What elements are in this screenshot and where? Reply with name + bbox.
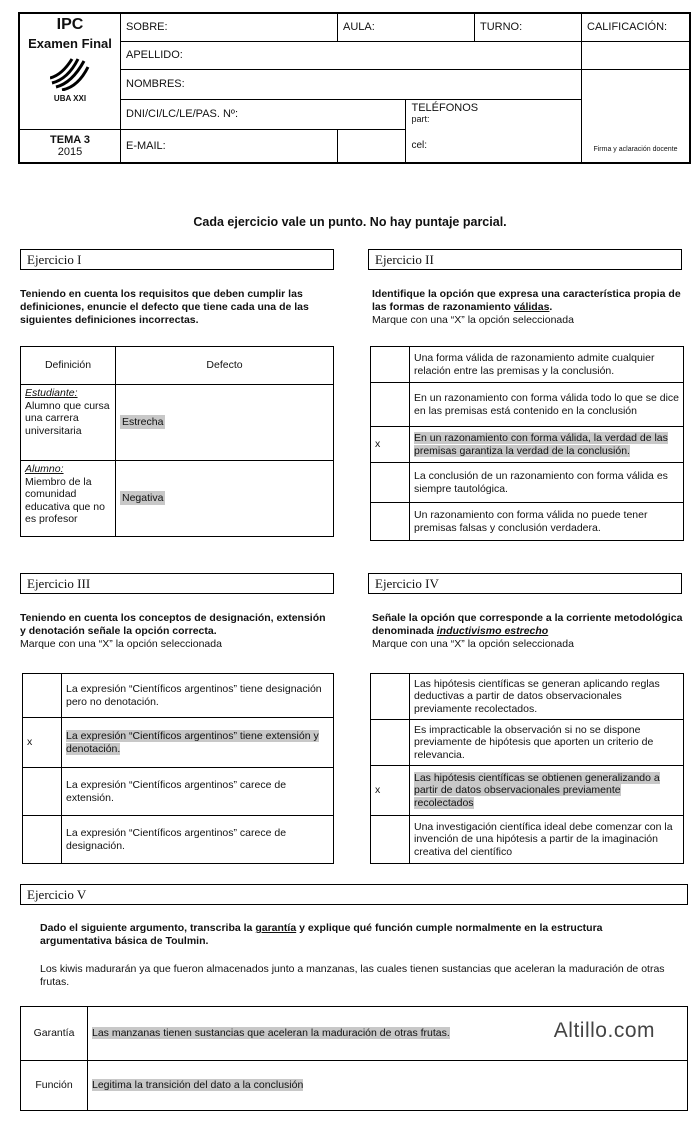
option-mark[interactable] — [371, 347, 410, 383]
option-row[interactable] — [371, 674, 684, 720]
ej4-instruction: Marque con una “X” la opción seleccionada — [372, 638, 574, 650]
option-text: La expresión “Científicos argentinos” tiene designación pero no denotación. — [62, 674, 334, 718]
ej5-question: Dado el siguiente argumento, transcriba la garantía y explique qué función cumple normalmente en la estructura argumentativa básica de Toulmin. — [40, 922, 603, 947]
calificacion-box[interactable] — [582, 41, 691, 69]
table-row — [21, 385, 334, 461]
exam-name: Examen Final — [28, 36, 112, 51]
option-row[interactable] — [371, 720, 684, 766]
ej1-def: Alumno que cursa una carrera universitaria — [25, 399, 110, 437]
ej1-term: Estudiante: — [25, 387, 78, 399]
firma-label: Firma y aclaración docente — [593, 145, 678, 153]
option-mark[interactable]: x — [23, 718, 62, 768]
ej3-options — [22, 673, 334, 864]
ej1-answer[interactable]: Negativa — [122, 492, 164, 505]
option-mark[interactable]: x — [371, 427, 410, 463]
option-text: Una investigación científica ideal debe comenzar con la invención de una hipótesis a partir de la imaginación creativa del científico — [410, 816, 684, 864]
option-text: Las hipótesis científicas se obtienen generalizando a partir de datos observacionales previamente recolectados — [410, 766, 684, 816]
option-text: La conclusión de un razonamiento con forma válida es siempre tautológica. — [410, 463, 684, 503]
telefonos-field[interactable] — [406, 99, 582, 163]
option-row[interactable] — [23, 816, 334, 864]
ej1-title: Ejercicio I — [20, 249, 334, 270]
option-text: La expresión “Científicos argentinos” carece de extensión. — [62, 768, 334, 816]
funcion-label: Función — [21, 1061, 88, 1111]
course-block — [19, 13, 121, 130]
option-mark[interactable] — [23, 674, 62, 718]
option-text: Las hipótesis científicas se generan aplicando reglas deductivas a partir de datos observacionales previamente recolectados. — [410, 674, 684, 720]
option-mark[interactable] — [371, 720, 410, 766]
option-text: Una forma válida de razonamiento admite cualquier relación entre las premisas y la conclusión. — [410, 347, 684, 383]
firma-box[interactable] — [582, 69, 691, 163]
calificacion-label: CALIFICACIÓN: — [582, 13, 691, 41]
option-row[interactable] — [23, 718, 334, 768]
nombres-field[interactable]: NOMBRES: — [121, 69, 582, 99]
apellido-field[interactable]: APELLIDO: — [121, 41, 582, 69]
exam-header — [18, 12, 691, 164]
option-row[interactable] — [23, 768, 334, 816]
ej4-options — [370, 673, 684, 864]
option-mark[interactable] — [23, 768, 62, 816]
ej5-table — [20, 1006, 688, 1111]
funcion-cell[interactable] — [88, 1061, 688, 1111]
option-row[interactable] — [371, 503, 684, 541]
ej1-question: Teniendo en cuenta los requisitos que deben cumplir las definiciones, enuncie el defecto que tiene cada una de las siguientes definiciones incorrectas. — [20, 288, 309, 326]
option-row[interactable] — [23, 674, 334, 718]
ej4-title: Ejercicio IV — [368, 573, 682, 594]
option-text: En un razonamiento con forma válida todo lo que se dice en las premisas está contenido en la conclusión — [410, 383, 684, 427]
garantia-cell[interactable] — [88, 1007, 688, 1061]
garantia-label: Garantía — [21, 1007, 88, 1061]
option-text: La expresión “Científicos argentinos” tiene extensión y denotación. — [62, 718, 334, 768]
ej3-instruction: Marque con una “X” la opción seleccionada — [20, 638, 222, 650]
option-mark[interactable] — [371, 816, 410, 864]
table-row — [21, 461, 334, 537]
option-mark[interactable] — [23, 816, 62, 864]
ej3-question: Teniendo en cuenta los conceptos de designación, extensión y denotación señale la opción correcta. Marque con una “X” la opción seleccionada — [20, 612, 326, 650]
logo-text: UBA XXI — [53, 94, 87, 103]
ej2-options — [370, 346, 684, 541]
ej2-instruction: Marque con una “X” la opción seleccionada — [372, 314, 574, 326]
option-mark[interactable]: x — [371, 766, 410, 816]
tema-label: TEMA 3 — [50, 133, 90, 146]
ej2-title: Ejercicio II — [368, 249, 682, 270]
ej1-answer[interactable]: Estrecha — [122, 416, 164, 429]
intro-text: Cada ejercicio vale un punto. No hay puntaje parcial. — [193, 215, 507, 229]
tema-block — [19, 130, 121, 163]
ej2-question: Identifique la opción que expresa una característica propia de las formas de razonamiento válidas. Marque con una “X” la opción seleccionada — [372, 288, 681, 326]
table-row — [21, 1061, 688, 1111]
option-row[interactable] — [371, 383, 684, 427]
funcion-answer: Legitima la transición del dato a la conclusión — [92, 1079, 304, 1092]
garantia-answer: Las manzanas tienen sustancias que aceleran la maduración de otras frutas. — [92, 1027, 450, 1040]
option-row[interactable] — [371, 766, 684, 816]
altillo-watermark: Altillo.com — [553, 1019, 655, 1042]
option-row[interactable] — [371, 347, 684, 383]
option-row[interactable] — [371, 427, 684, 463]
option-text: Es impracticable la observación si no se dispone previamente de hipótesis que aporten un criterio de relevancia. — [410, 720, 684, 766]
telefonos-label: TELÉFONOS part: — [411, 101, 479, 124]
tema-year: 2015 — [57, 145, 83, 158]
turno-field[interactable]: TURNO: — [475, 13, 582, 41]
option-mark[interactable] — [371, 503, 410, 541]
ej1-col-def: Definición — [21, 347, 116, 385]
option-row[interactable] — [371, 463, 684, 503]
aula-field[interactable]: AULA: — [338, 13, 475, 41]
ej1-table — [20, 346, 334, 537]
ej5-title: Ejercicio V — [20, 884, 688, 905]
course-name: IPC — [56, 16, 84, 33]
email-field[interactable]: E-MAIL: — [121, 130, 338, 163]
ej5-argument: Los kiwis madurarán ya que fueron almacenados junto a manzanas, las cuales tienen sustancias que aceleran la maduración de otras frutas. — [40, 963, 665, 988]
sobre-field[interactable]: SOBRE: — [121, 13, 338, 41]
uba-logo-icon — [50, 57, 90, 91]
cel-label: cel: — [411, 140, 428, 151]
table-row — [21, 1007, 688, 1061]
ej4-question: Señale la opción que corresponde a la corriente metodológica denominada inductivismo estrecho Marque con una “X” la opción seleccionada — [372, 612, 683, 650]
ej1-def: Miembro de la comunidad educativa que no es profesor — [25, 475, 105, 525]
option-text: La expresión “Científicos argentinos” carece de designación. — [62, 816, 334, 864]
dni-field[interactable]: DNI/CI/LC/LE/PAS. Nº: — [121, 99, 406, 130]
option-text: En un razonamiento con forma válida, la verdad de las premisas garantiza la verdad de la conclusión. — [410, 427, 684, 463]
ej3-title: Ejercicio III — [20, 573, 334, 594]
option-mark[interactable] — [371, 463, 410, 503]
option-row[interactable] — [371, 816, 684, 864]
option-mark[interactable] — [371, 674, 410, 720]
option-mark[interactable] — [371, 383, 410, 427]
ej1-term: Alumno: — [25, 463, 64, 475]
option-text: Un razonamiento con forma válida no puede tener premisas falsas y conclusión verdadera. — [410, 503, 684, 541]
ej1-col-defecto: Defecto — [116, 347, 334, 385]
